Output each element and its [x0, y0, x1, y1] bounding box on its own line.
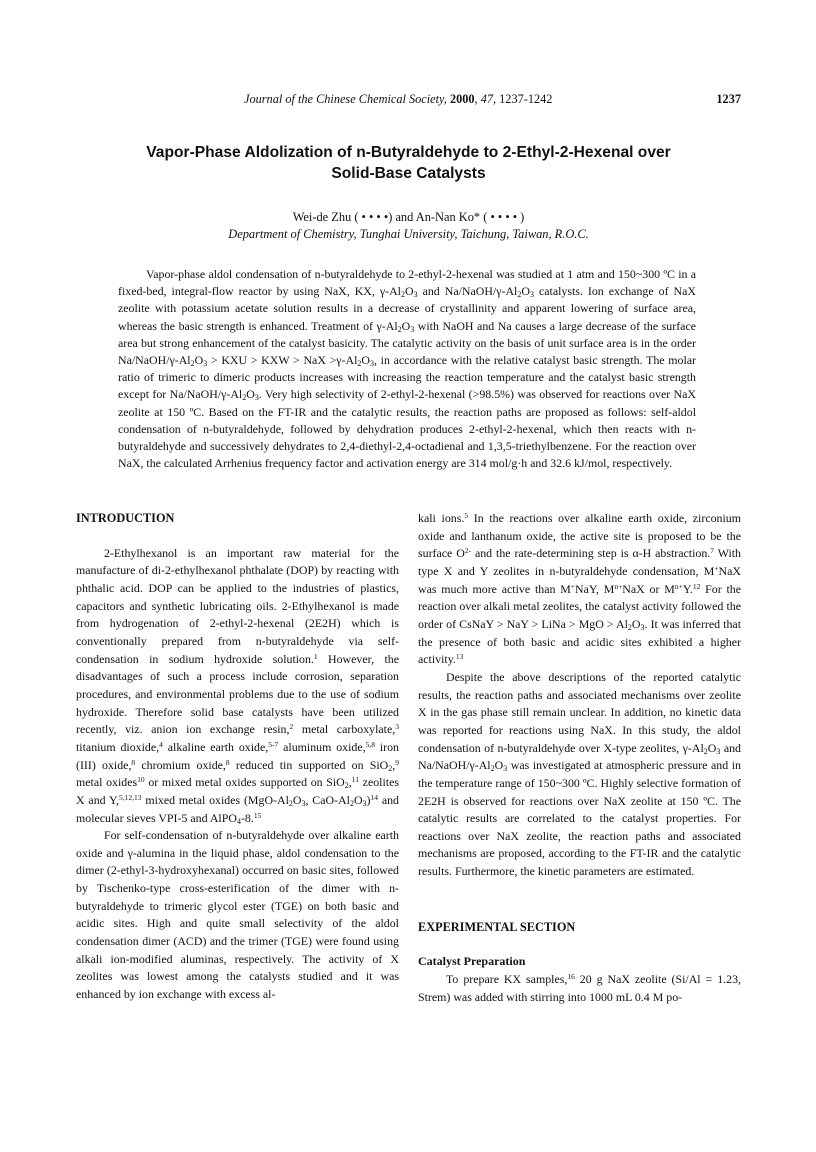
left-column: [76, 510, 399, 1004]
abstract: Vapor-phase aldol condensation of n-butyraldehyde to 2-ethyl-2-hexenal was studied at 1 atm and 150~300 ºC in a fixed-bed, integral-flow reactor by using NaX, KX, $\gamma-Al_2O_3$ and $Na/NaOH/\gamma-Al_2O_3$ catalysts. Ion exchange of NaX zeolite with potassium acetate solution results in a decrease of crystallinity and apparent lowering of surface area, whereas the basic strength is enhanced. Treatment of $\gamma-Al_2O_3$ with NaOH and Na causes a large decrease of the surface area but strong enhancement of the catalyst basicity. The catalytic activity on the basis of unit surface area is in the order $Na/NaOH/\gamma-Al_2O_3$ > KXU > KXW > NaX $>\gamma-Al_2O_3$, in accordance with the relative catalyst basic strength. The molar ratio of trimeric to dimeric products increases with increasing the reaction temperature and the catalyst basic strength except for $Na/NaOH/\gamma-Al_2O_3$. Very high selectivity of 2-ethyl-2-hexenal (>98.5%) was observed for reactions over NaX zeolite at 150 ºC. Based on the FT-IR and the catalytic results, the reaction paths are proposed as follows: self-aldol condensation of n-butyraldehyde, followed by dehydration produces 2-ethyl-2-hexenal, which then reacts with n-butyraldehyde and successively dehydrates to 2,4-diethyl-2,4-octadienal and 1,3,5-triethylbenzene. For the reaction over NaX, the calculated Arrhenius frequency factor and activation energy are 314 mol/g·h and 32.6 kJ/mol, respectively.: [118, 267, 697, 471]
right-column: [418, 510, 741, 1006]
affiliation: Department of Chemistry, Tunghai University, Taichung, Taiwan, R.O.C.: [228, 227, 589, 241]
author-names: Wei-de Zhu ( • • • •) and An-Nan Ko* ( • • • • ): [292, 210, 525, 224]
section-heading-introduction: INTRODUCTION: [76, 511, 175, 525]
body-paragraph: kali ions.$^5$ In the reactions over alkaline earth oxide, zirconium oxide and lanthanum oxide, the active site is proposed to be the surface $O^{2-}$ and the rate-determining step is α-H abstraction.$^7$ With type X and Y zeolites in n-butyraldehyde condensation, M+NaX was much more active than M+NaY, $M^{n+}NaX$ or $M^{n+}Y.^{12}$ For the reaction over alkali metal zeolites, the catalyst activity followed the order of CsNaY > NaY > LiNa > MgO > $Al_2O_3$. It was inferred that the presence of both basic and acidic sites exhibited a higher activity.$^{13}$: [418, 511, 742, 667]
body-paragraph: To prepare KX samples,$^{16}$ 20 g NaX zeolite (Si/Al = 1.23, Strem) was added with stirring into 1000 mL 0.4 M po-: [418, 972, 741, 1004]
body-paragraph: Despite the above descriptions of the reported catalytic results, the reaction paths and associated mechanisms over zeolite X in the gas phase still remain unclear. In addition, no kinetic data was reported for reactions using NaX. In this study, the aldol condensation of n-butyraldehyde over X-type zeolites, $\gamma-Al_2O_3$ and $Na/NaOH/\gamma-Al_2O_3$ was investigated at atmospheric pressure and in the temperature range of 150~300 ºC. Highly selective formation of 2E2H is observed for reactions over NaX zeolite at 150 ºC. The catalytic results are correlated to the catalyst properties. For reactions over NaX zeolite, the reaction paths and associated mechanisms are proposed, according to the FT-IR and the catalytic results. Furthermore, the kinetic parameters are estimated.: [418, 669, 741, 879]
author-block: [76, 209, 741, 243]
body-paragraph: For self-condensation of n-butyraldehyde over alkaline earth oxide and γ-alumina in the liquid phase, aldol condensation to the dimer (2-ethyl-3-hydroxyhexanal) occurred on basic sites, followed by Tischenko-type cross-esterification of the dimer with n-butyraldehyde to trimeric glycol ester (TGE) on both basic and acidic sites. High and quite small selectivity of the aldol condensation dimer (ACD) and the trimer (TGE) were found using alkali ion-modified aluminas, respectively. The activity of X zeolites was lowest among the catalysts studied and it was enhanced by ion exchange with excess al-: [76, 828, 399, 1002]
subsection-heading-catalyst-preparation: Catalyst Preparation: [418, 954, 526, 969]
paper-title: Vapor-Phase Aldolization of n-Butyraldehyde to 2-Ethyl-2-Hexenal over Solid-Base Catalysts: [146, 144, 671, 182]
section-heading-experimental: EXPERIMENTAL SECTION: [418, 919, 576, 934]
journal-citation: Journal of the Chinese Chemical Society, 2000, 47, 1237-1242: [244, 92, 553, 106]
page-number: 1237: [716, 92, 741, 106]
body-paragraph: 2-Ethylhexanol is an important raw material for the manufacture of di-2-ethylhexanol phthalate (DOP) by reacting with phthalic acid. DOP can be applied to the industries of plastics, capacitors and synthetic lubricating oils. 2-Ethylhexanol is made from hydrogenation of 2-ethyl-2-hexenal (2E2H) which is conventionally prepared from n-butyraldehyde via self-condensation in sodium hydroxide solution.$^1$ However, the disadvantages of such a process include corrosion, separation procedures, and environmental problems due to the use of sodium hydroxide. Therefore solid base catalysts have been utilized recently, viz. anion ion exchange resin,$^2$ metal carboxylate,$^3$ titanium dioxide,$^4$ alkaline earth oxide,$^{5-7}$ aluminum oxide,$^{5,8}$ iron (III) oxide,$^8$ chromium oxide,$^8$ reduced tin supported on SiO$_2$,$^9$ metal oxides$^{10}$ or mixed metal oxides supported on SiO$_2$,$^{11}$ zeolites X and Y,$^{5,12,13}$ mixed metal oxides ($MgO-Al_2O_3$, CaO-$Al_2O_3)^{14}$ and molecular sieves VPI-5 and AlPO$_4$-8.15: [76, 545, 399, 826]
running-header: [76, 92, 741, 108]
